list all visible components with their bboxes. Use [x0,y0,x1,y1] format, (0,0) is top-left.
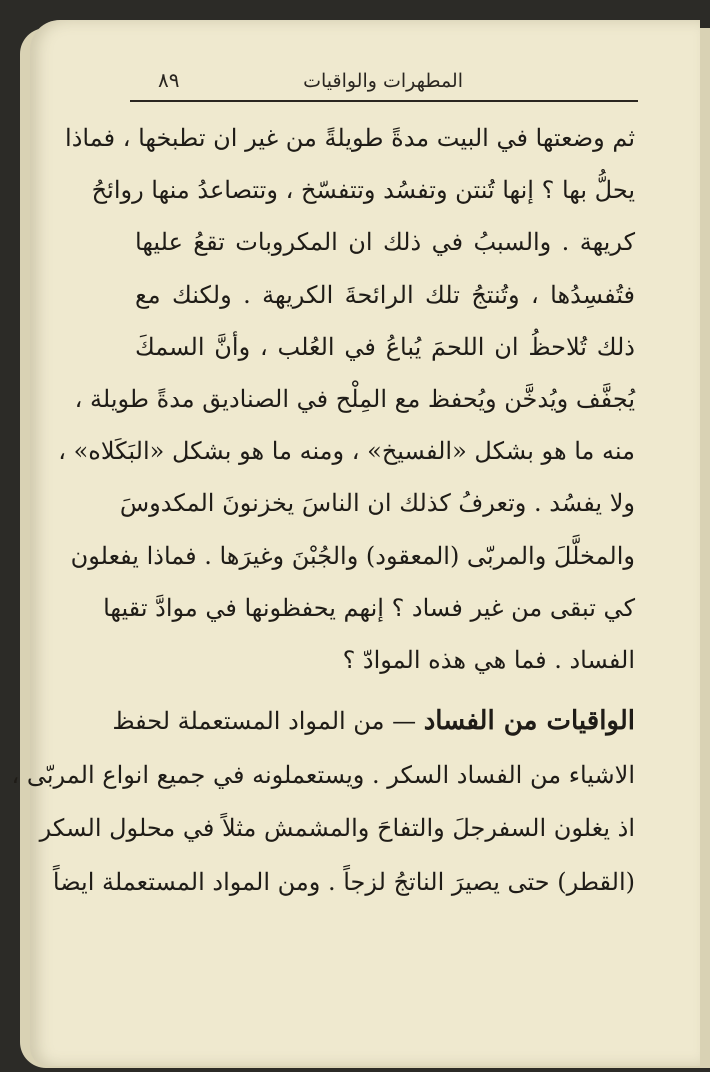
text-line: كريهة . والسببُ في ذلك ان المكروبات تقعُ عليها [135,228,635,257]
text-line: ولا يفسُد . وتعرفُ كذلك ان الناسَ يخزنونَ المكدوسَ [119,489,635,518]
paragraph-2 [11,695,635,909]
text-line-with-heading [112,695,635,749]
text-line: يُجفَّف ويُدخَّن ويُحفظ مع المِلْح في الصناديق مدةً طويلة ، [74,384,635,413]
section-heading: الواقيات من الفساد [423,706,635,736]
text-line: ثم وضعتها في البيت مدةً طويلةً من غير ان تطبخها ، فماذا [65,124,635,152]
text-line: كي تبقى من غير فساد ؟ إنهم يحفظونها في موادَّ تقيها [103,593,635,622]
header-rule [130,100,638,102]
text-line: ذلك تُلاحظُ ان اللحمَ يُباعُ في العُلب ، وأنَّ السمكَ [135,332,635,361]
text-line: اذ يغلون السفرجلَ والتفاحَ والمشمش مثلاً في محلول السكر [39,814,635,842]
text-fragment: — من المواد المستعملة لحفظ [112,707,417,735]
paragraph-1 [58,112,635,686]
running-title: المطهرات والواقيات [303,70,463,92]
page-header [100,64,638,100]
text-line: والمخلَّلَ والمربّى (المعقود) والجُبْنَ وغيرَها . فماذا يفعلون [70,541,635,570]
text-line: منه ما هو بشكل «الفسيخ» ، ومنه ما هو بشكل «البَكَلاه» ، [58,437,635,466]
text-line: يحلُّ بها ؟ إنها تُنتن وتفسُد وتتفسّخ ، وتتصاعدُ منها روائحُ [91,176,635,205]
text-line: الفساد . فما هي هذه الموادّ ؟ [342,645,635,674]
text-line: الاشياء من الفساد السكر . ويستعملونه في جميع انواع المربّى ، [11,760,635,789]
text-line: فتُفسِدُها ، وتُنتجُ تلك الرائحةَ الكريهة . ولكنك مع [135,280,635,309]
page-number: ٨٩ [158,68,180,92]
text-line: (القطر) حتى يصيرَ الناتجُ لزجاً . ومن المواد المستعملة ايضاً [52,867,635,896]
